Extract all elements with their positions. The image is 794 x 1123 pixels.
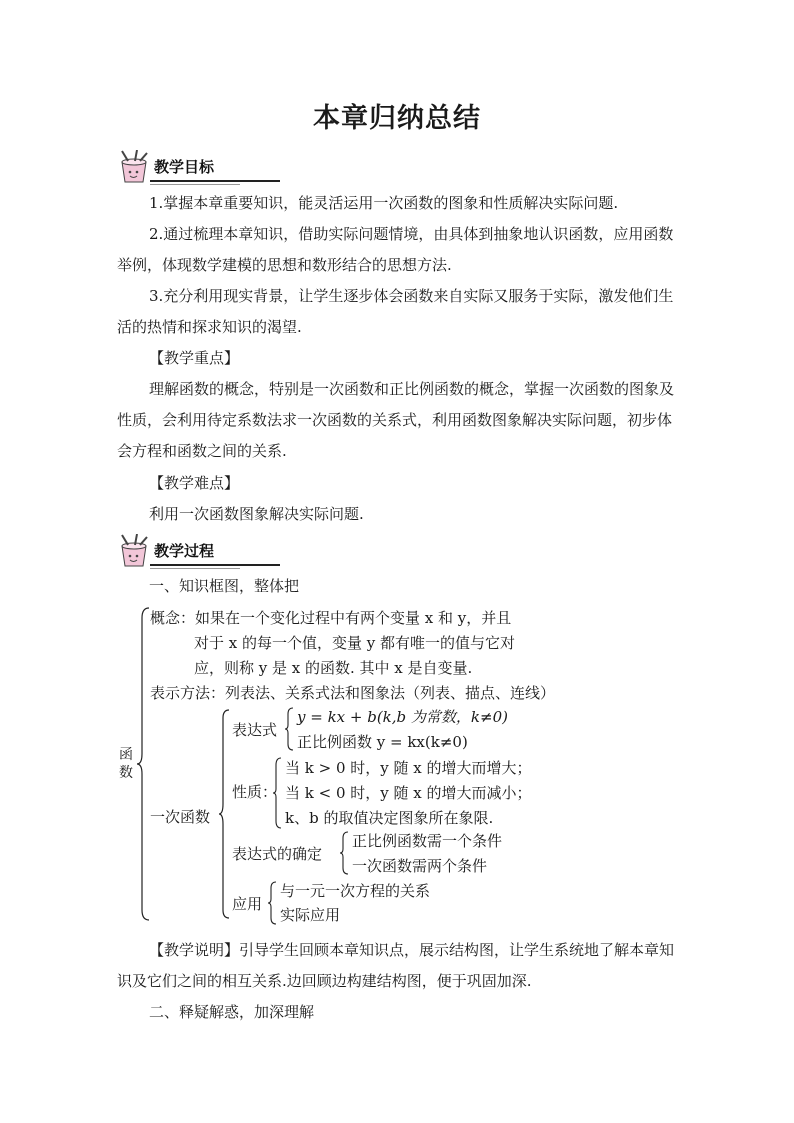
expression-1: y = kx + b(k,b 为常数，k≠0) bbox=[297, 708, 508, 726]
determination-1: 正比例函数需一个条件 bbox=[352, 832, 503, 850]
representation-line: 表示方法：列表法、关系式法和图象法（列表、描点、连线） bbox=[150, 684, 556, 702]
concept-line-2: 对于 x 的每一个值，变量 y 都有唯一的值与它对 bbox=[194, 634, 516, 652]
determination-2: 一次函数需两个条件 bbox=[352, 857, 488, 875]
linear-brace bbox=[218, 708, 230, 920]
property-1: 当 k > 0 时，y 随 x 的增大而增大； bbox=[285, 759, 532, 777]
property-label: 性质： bbox=[232, 783, 278, 801]
big-brace bbox=[136, 606, 150, 922]
diagram-root bbox=[119, 746, 133, 782]
expression-label: 表达式 bbox=[232, 721, 278, 739]
step-2-heading: 二、释疑解惑，加深理解 bbox=[149, 1003, 315, 1021]
expression-2: 正比例函数 y = kx(k≠0) bbox=[297, 733, 468, 751]
expression-brace bbox=[284, 707, 294, 751]
goal-3: 3.充分利用现实背景，让学生逐步体会函数来自实际又服务于实际，激发他们生活的热情和探求知识的渴望. bbox=[117, 287, 674, 336]
determination-label: 表达式的确定 bbox=[232, 845, 323, 863]
concept-line-1: 概念：如果在一个变化过程中有两个变量 x 和 y，并且 bbox=[150, 609, 512, 627]
property-2: 当 k < 0 时，y 随 x 的增大而减小； bbox=[285, 784, 532, 802]
step-1-heading: 一、知识框图，整体把 bbox=[149, 577, 300, 595]
section-underline-thin bbox=[150, 184, 240, 185]
section-underline-thin bbox=[150, 568, 240, 569]
pencil-cup-icon bbox=[116, 534, 152, 568]
section-header-goals bbox=[116, 150, 276, 184]
page-title: 本章归纳总结 bbox=[313, 103, 481, 134]
goal-1: 1.掌握本章重要知识，能灵活运用一次函数的图象和性质解决实际问题. bbox=[149, 194, 619, 212]
property-brace bbox=[272, 757, 282, 829]
section-underline bbox=[150, 180, 280, 182]
difficulty-heading: 【教学难点】 bbox=[149, 474, 240, 492]
difficulty-text: 利用一次函数图象解决实际问题. bbox=[149, 505, 364, 523]
linear-function-label: 一次函数 bbox=[150, 808, 211, 826]
key-points-text: 理解函数的概念，特别是一次函数和正比例函数的概念，掌握一次函数的图象及性质，会利用待定系数法求一次函数的关系式，利用函数图象解决实际问题，初步体会方程和函数之间的关系. bbox=[117, 380, 675, 460]
key-points-heading: 【教学重点】 bbox=[149, 349, 240, 367]
determination-brace bbox=[339, 831, 349, 875]
diagram-root-text: 函 数 bbox=[119, 747, 133, 781]
application-brace bbox=[267, 881, 277, 925]
section-label-goals: 教学目标 bbox=[154, 158, 215, 176]
pencil-cup-icon bbox=[116, 150, 152, 184]
application-label: 应用 bbox=[232, 895, 263, 913]
application-2: 实际应用 bbox=[280, 906, 341, 924]
application-1: 与一元一次方程的关系 bbox=[280, 882, 431, 900]
goal-2: 2.通过梳理本章知识，借助实际问题情境，由具体到抽象地认识函数，应用函数举例，体现数学建模的思想和数形结合的思想方法. bbox=[117, 225, 674, 274]
concept-line-3: 应，则称 y 是 x 的函数. 其中 x 是自变量. bbox=[194, 659, 473, 677]
section-label-process: 教学过程 bbox=[154, 542, 215, 560]
teaching-note: 【教学说明】引导学生回顾本章知识点，展示结构图，让学生系统地了解本章知识及它们之间的相互关系.边回顾边构建结构图，便于巩固加深. bbox=[117, 941, 675, 990]
property-3: k、b 的取值决定图象所在象限. bbox=[285, 809, 494, 827]
section-underline bbox=[150, 564, 280, 566]
section-header-process bbox=[116, 534, 276, 568]
